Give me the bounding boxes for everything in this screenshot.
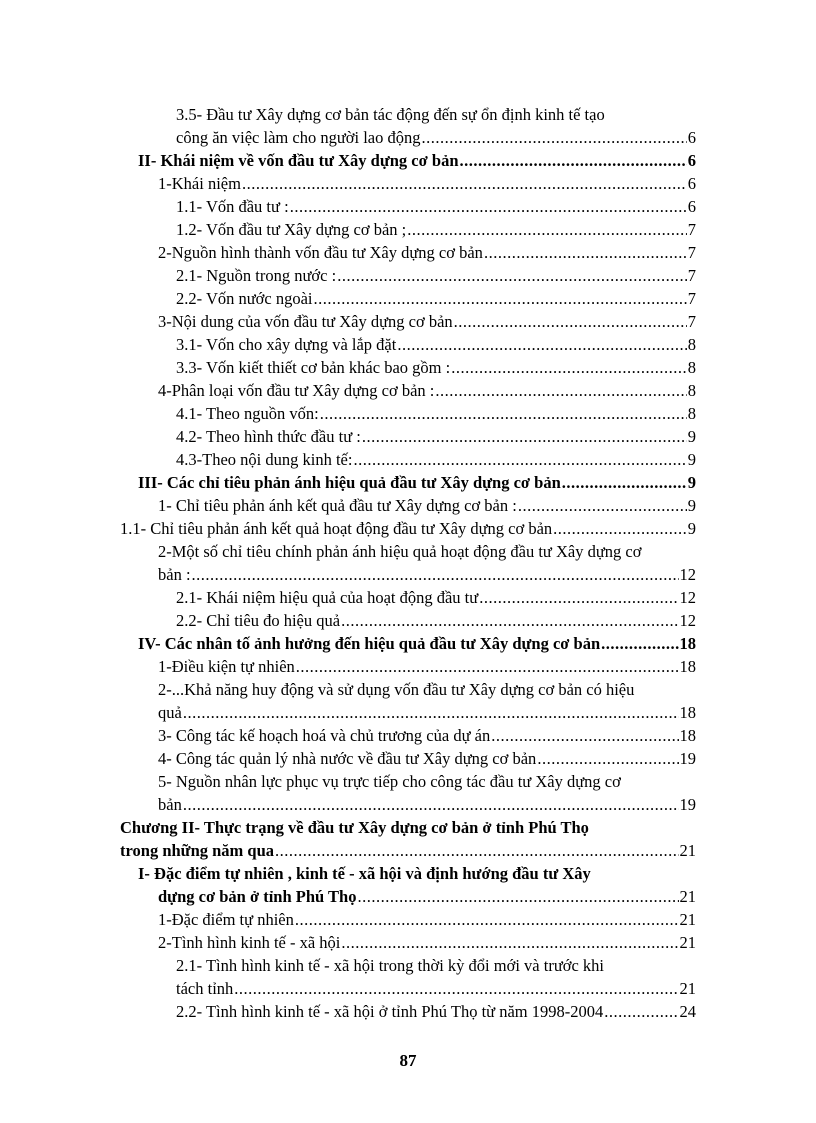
dot-leader — [341, 932, 678, 954]
toc-entry-text: 2.1- Tình hình kinh tế - xã hội trong thời kỳ đổi mới và trước khi — [176, 956, 605, 975]
toc-entry[interactable] — [158, 702, 696, 724]
dot-leader — [451, 357, 687, 379]
dot-leader — [290, 196, 687, 218]
toc-entry[interactable] — [176, 288, 696, 310]
toc-entry-text: 2.2- Vốn nước ngoài — [176, 289, 313, 308]
dot-leader — [341, 610, 678, 632]
toc-entry[interactable] — [158, 886, 696, 908]
dot-leader — [518, 495, 687, 517]
toc-entry-page: 21 — [679, 887, 696, 906]
toc-entry[interactable] — [176, 426, 696, 448]
toc-entry[interactable] — [158, 173, 696, 195]
toc-entry-text: 4.1- Theo nguồn vốn: — [176, 404, 319, 423]
toc-entry[interactable] — [138, 633, 696, 655]
toc-entry[interactable] — [176, 265, 696, 287]
toc-entry — [120, 817, 589, 839]
dot-leader — [362, 426, 687, 448]
toc-entry[interactable] — [176, 219, 696, 241]
dot-leader — [537, 748, 678, 770]
toc-entry-text: 1.2- Vốn đầu tư Xây dựng cơ bản ; — [176, 220, 407, 239]
dot-leader — [353, 449, 686, 471]
toc-entry-text: 3.5- Đầu tư Xây dựng cơ bản tác động đến sự ổn định kinh tế tạo — [176, 105, 605, 124]
dot-leader — [295, 909, 679, 931]
toc-entry-page: 6 — [687, 128, 696, 147]
toc-entry-text: 3- Công tác kế hoạch hoá và chủ trương của dự án — [158, 726, 491, 745]
dot-leader — [397, 334, 686, 356]
dot-leader — [553, 518, 687, 540]
toc-entry-text: 2-Nguồn hình thành vốn đầu tư Xây dựng cơ bản — [158, 243, 483, 262]
dot-leader — [454, 311, 687, 333]
toc-entry[interactable] — [158, 311, 696, 333]
toc-entry-page: 18 — [679, 703, 696, 722]
toc-entry-text: 3.1- Vốn cho xây dựng và lắp đặt — [176, 335, 397, 354]
dot-leader — [183, 702, 679, 724]
toc-entry-page: 12 — [679, 611, 696, 630]
toc-entry-page: 21 — [679, 979, 696, 998]
toc-entry-page: 12 — [679, 565, 696, 584]
toc-entry-text: 2.1- Khái niệm hiệu quả của hoạt động đầu tư — [176, 588, 479, 607]
toc-entry[interactable] — [176, 587, 696, 609]
dot-leader — [337, 265, 687, 287]
toc-entry-page: 18 — [679, 726, 696, 745]
dot-leader — [275, 840, 678, 862]
toc-entry-page: 6 — [687, 151, 696, 170]
toc-entry[interactable] — [176, 334, 696, 356]
toc-entry[interactable] — [176, 357, 696, 379]
dot-leader — [484, 242, 687, 264]
toc-entry-text: dựng cơ bản ở tỉnh Phú Thọ — [158, 887, 357, 906]
dot-leader — [296, 656, 679, 678]
toc-entry[interactable] — [158, 242, 696, 264]
toc-entry-text: 2.2- Chỉ tiêu đo hiệu quả — [176, 611, 341, 630]
toc-entry[interactable] — [176, 1001, 696, 1023]
toc-entry-page: 21 — [679, 933, 696, 952]
toc-entry — [158, 679, 634, 701]
toc-entry[interactable] — [176, 610, 696, 632]
toc-entry-page: 8 — [687, 404, 696, 423]
toc-entry-text: I- Đặc điểm tự nhiên , kinh tế - xã hội và định hướng đầu tư Xây — [138, 864, 591, 883]
dot-leader — [562, 472, 687, 494]
toc-entry-page: 9 — [687, 519, 696, 538]
toc-entry-text: bản — [158, 795, 182, 814]
toc-entry-page: 7 — [687, 220, 696, 239]
toc-entry-page: 6 — [687, 197, 696, 216]
toc-entry-text: 4.2- Theo hình thức đầu tư : — [176, 427, 361, 446]
toc-entry-text: 2-Một số chỉ tiêu chính phản ánh hiệu quả hoạt động đầu tư Xây dựng cơ — [158, 542, 642, 561]
toc-entry-page: 21 — [679, 910, 696, 929]
toc-entry-text: 1- Chỉ tiêu phản ánh kết quả đầu tư Xây dựng cơ bản : — [158, 496, 517, 515]
toc-entry-page: 18 — [679, 657, 696, 676]
toc-entry-text: 2.1- Nguồn trong nước : — [176, 266, 337, 285]
toc-entry-text: trong những năm qua — [120, 841, 275, 860]
dot-leader — [421, 127, 686, 149]
toc-entry-page: 9 — [687, 450, 696, 469]
toc-entry[interactable] — [158, 656, 696, 678]
toc-entry-text: 1.1- Chỉ tiêu phản ánh kết quả hoạt động đầu tư Xây dựng cơ bản — [120, 519, 553, 538]
dot-leader — [407, 219, 687, 241]
toc-entry-text: 2-Tình hình kinh tế - xã hội — [158, 933, 341, 952]
toc-entry-text: 2-...Khả năng huy động và sử dụng vốn đầu tư Xây dựng cơ bản có hiệu — [158, 680, 635, 699]
toc-entry-page: 7 — [687, 312, 696, 331]
toc-entry[interactable] — [158, 725, 696, 747]
toc-entry-page: 12 — [679, 588, 696, 607]
toc-entry — [138, 863, 591, 885]
toc-entry-text: 1-Khái niệm — [158, 174, 241, 193]
toc-entry[interactable] — [176, 127, 696, 149]
toc-entry-text: 3.3- Vốn kiết thiết cơ bản khác bao gồm : — [176, 358, 451, 377]
dot-leader — [491, 725, 678, 747]
toc-entry[interactable] — [120, 518, 696, 540]
toc-entry[interactable] — [158, 495, 696, 517]
toc-entry-text: II- Khái niệm về vốn đầu tư Xây dựng cơ bản — [138, 151, 459, 170]
toc-entry-text: Chương II- Thực trạng về đầu tư Xây dựng cơ bản ở tỉnh Phú Thọ — [120, 818, 589, 837]
toc-entry-page: 9 — [687, 427, 696, 446]
toc-entry[interactable] — [176, 449, 696, 471]
toc-entry-text: 1-Điều kiện tự nhiên — [158, 657, 295, 676]
toc-entry-page: 19 — [679, 795, 696, 814]
toc-entry — [176, 104, 605, 126]
toc-entry-text: tách tỉnh — [176, 979, 234, 998]
dot-leader — [234, 978, 678, 1000]
toc-entry-page: 6 — [687, 174, 696, 193]
toc-entry-text: III- Các chỉ tiêu phản ánh hiệu quả đầu tư Xây dựng cơ bản — [138, 473, 561, 492]
toc-entry-page: 18 — [679, 634, 696, 653]
toc-entry-page: 8 — [687, 335, 696, 354]
dot-leader — [601, 633, 678, 655]
toc-entry[interactable] — [158, 909, 696, 931]
page-number: 87 — [399, 1051, 417, 1070]
toc-entry-page: 24 — [679, 1002, 696, 1021]
toc-entry[interactable] — [176, 196, 696, 218]
dot-leader — [435, 380, 686, 402]
toc-entry-page: 7 — [687, 243, 696, 262]
toc-entry[interactable] — [176, 403, 696, 425]
toc-entry[interactable] — [138, 150, 696, 172]
toc-entry[interactable] — [158, 564, 696, 586]
dot-leader — [183, 794, 679, 816]
dot-leader — [320, 403, 687, 425]
toc-entry — [176, 955, 604, 977]
toc-entry[interactable] — [176, 978, 696, 1000]
toc-entry[interactable] — [158, 794, 696, 816]
toc-entry[interactable] — [158, 380, 696, 402]
dot-leader — [479, 587, 678, 609]
toc-entry-text: IV- Các nhân tố ảnh hưởng đến hiệu quả đầu tư Xây dựng cơ bản — [138, 634, 601, 653]
toc-entry[interactable] — [120, 840, 696, 862]
toc-entry-text: 4-Phân loại vốn đầu tư Xây dựng cơ bản : — [158, 381, 435, 400]
toc-entry-page: 7 — [687, 266, 696, 285]
toc-entry-page: 9 — [687, 496, 696, 515]
toc-entry-text: 1.1- Vốn đầu tư : — [176, 197, 289, 216]
toc-entry-text: công ăn việc làm cho người lao động — [176, 128, 421, 147]
toc-entry-page: 7 — [687, 289, 696, 308]
dot-leader — [460, 150, 687, 172]
dot-leader — [192, 564, 679, 586]
toc-entry-page: 21 — [679, 841, 696, 860]
toc-entry-text: 4- Công tác quản lý nhà nước về đầu tư Xây dựng cơ bản — [158, 749, 537, 768]
toc-entry — [158, 771, 621, 793]
toc-entry-text: 3-Nội dung của vốn đầu tư Xây dựng cơ bản — [158, 312, 453, 331]
dot-leader — [357, 886, 678, 908]
dot-leader — [314, 288, 687, 310]
toc-entry[interactable] — [158, 932, 696, 954]
toc-entry-text: bản : — [158, 565, 191, 584]
toc-entry-page: 9 — [687, 473, 696, 492]
toc-entry-text: 1-Đặc điểm tự nhiên — [158, 910, 294, 929]
toc-entry[interactable] — [158, 748, 696, 770]
dot-leader — [242, 173, 687, 195]
toc-entry-text: 5- Nguồn nhân lực phục vụ trực tiếp cho công tác đầu tư Xây dựng cơ — [158, 772, 621, 791]
dot-leader — [604, 1001, 678, 1023]
toc-entry-text: 4.3-Theo nội dung kinh tế: — [176, 450, 353, 469]
toc-entry-page: 19 — [679, 749, 696, 768]
toc-entry[interactable] — [138, 472, 696, 494]
toc-entry-page: 8 — [687, 358, 696, 377]
toc-entry-text: 2.2- Tình hình kinh tế - xã hội ở tỉnh Phú Thọ từ năm 1998-2004 — [176, 1002, 604, 1021]
toc-entry-text: quả — [158, 703, 182, 722]
toc-entry-page: 8 — [687, 381, 696, 400]
toc-entry — [158, 541, 641, 563]
